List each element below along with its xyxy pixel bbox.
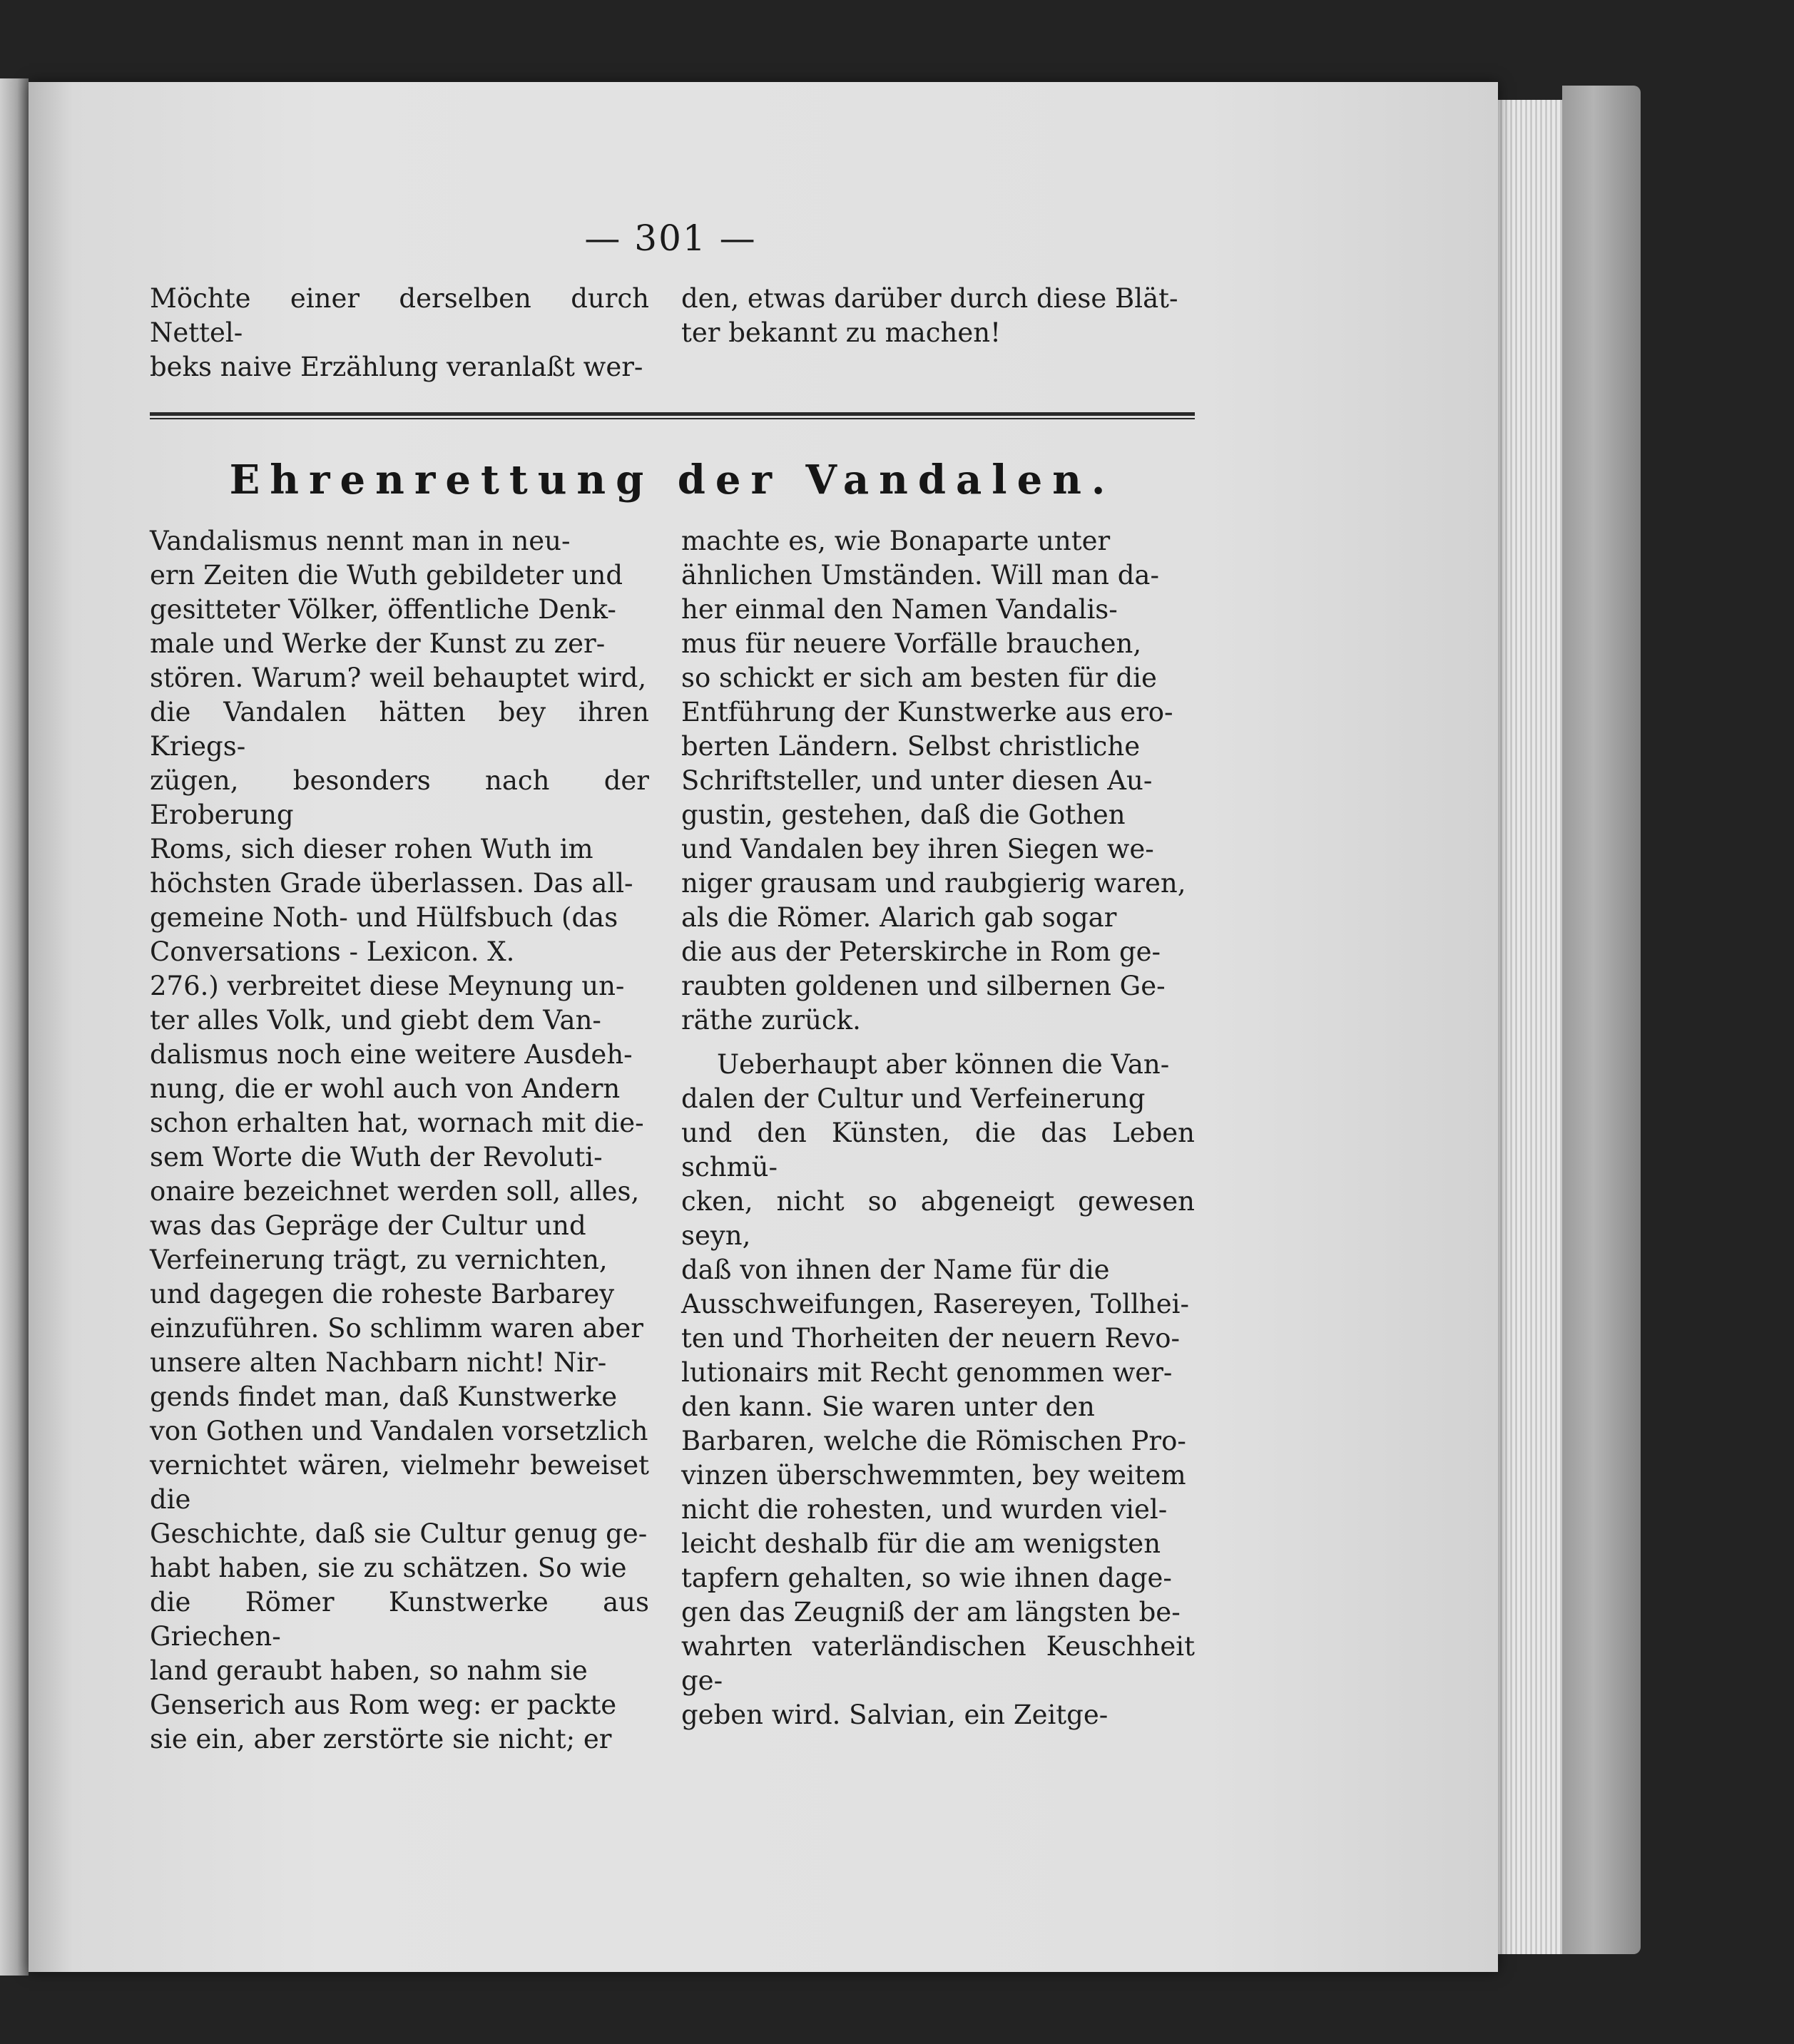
- left-page-edge: [0, 78, 29, 1976]
- right-paragraph-2: Ueberhaupt aber können die Van- dalen der Cultur und Verfeinerung und den Künsten, die das Leben schmü- cken, nicht so abgeneigt gewesen seyn, daß von ihnen der Name für die Ausschweifungen, Rasereyen, Tollhei- ten und Thorheiten der neuern Revo- lutionairs mit Recht genommen wer- den kann. Sie waren unter den Barbaren, welche die Römischen Pro- vinzen überschwemmten, bey weitem nicht die rohesten, und wurden viel- leicht deshalb für die am wenigsten tapfern gehalten, so wie ihnen dage- gen das Zeugniß der am längsten be- wahrten vaterländischen Keuschheit ge- geben wird. Salvian, ein Zeitge-: [681, 1049, 1195, 1730]
- page-number: — 301 —: [584, 218, 757, 259]
- article-heading: Ehrenrettung der Vandalen.: [229, 456, 1116, 504]
- book-cover-edge: [1562, 86, 1641, 1954]
- carryover-left-column: [150, 282, 649, 384]
- carryover-left-text: Möchte einer derselben durch Nettel- beks naive Erzählung veranlaßt wer-: [150, 283, 649, 382]
- page-block-edges: [1487, 100, 1566, 1954]
- right-column: [681, 524, 1195, 1732]
- left-column: [150, 524, 649, 1757]
- carryover-right-column: [681, 282, 1195, 350]
- left-paragraph-1: Vandalismus nennt man in neu- ern Zeiten die Wuth gebildeter und gesitteter Völker, öffentliche Denk- male und Werke der Kunst zu zer- stören. Warum? weil behauptet wird, die Vandalen hätten bey ihren Kriegs- zügen, besonders nach der Eroberung Roms, sich dieser rohen Wuth im höchsten Grade überlassen. Das all- gemeine Noth- und Hülfsbuch (das Conversations - Lexicon. X. 276.) verbreitet diese Meynung un- ter alles Volk, und giebt dem Van- dalismus noch eine weitere Ausdeh- nung, die er wohl auch von Andern schon erhalten hat, wornach mit die- sem Worte die Wuth der Revoluti- onaire bezeichnet werden soll, alles, was das Gepräge der Cultur und Verfeinerung trägt, zu vernichten, und dagegen die roheste Barbarey einzuführen. So schlimm waren aber unsere alten Nachbarn nicht! Nir- gends findet man, daß Kunstwerke von Gothen und Vandalen vorsetzlich vernichtet wären, vielmehr beweiset die Geschichte, daß sie Cultur genug ge- habt haben, sie zu schätzen. So wie die Römer Kunstwerke aus Griechen- land geraubt haben, so nahm sie Genserich aus Rom weg: er packte sie ein, aber zerstörte sie nicht; er: [150, 526, 649, 1754]
- section-divider-rule: [150, 412, 1195, 419]
- right-paragraph-1: machte es, wie Bonaparte unter ähnlichen Umständen. Will man da- her einmal den Namen Vandalis- mus für neuere Vorfälle brauchen, so schickt er sich am besten für die Entführung der Kunstwerke aus ero- berten Ländern. Selbst christliche Schriftsteller, und unter diesen Au- gustin, gestehen, daß die Gothen und Vandalen bey ihren Siegen we- niger grausam und raubgierig waren, als die Römer. Alarich gab sogar die aus der Peterskirche in Rom ge- raubten goldenen und silbernen Ge- räthe zurück.: [681, 526, 1186, 1036]
- carryover-right-text: den, etwas darüber durch diese Blät- ter bekannt zu machen!: [681, 283, 1178, 348]
